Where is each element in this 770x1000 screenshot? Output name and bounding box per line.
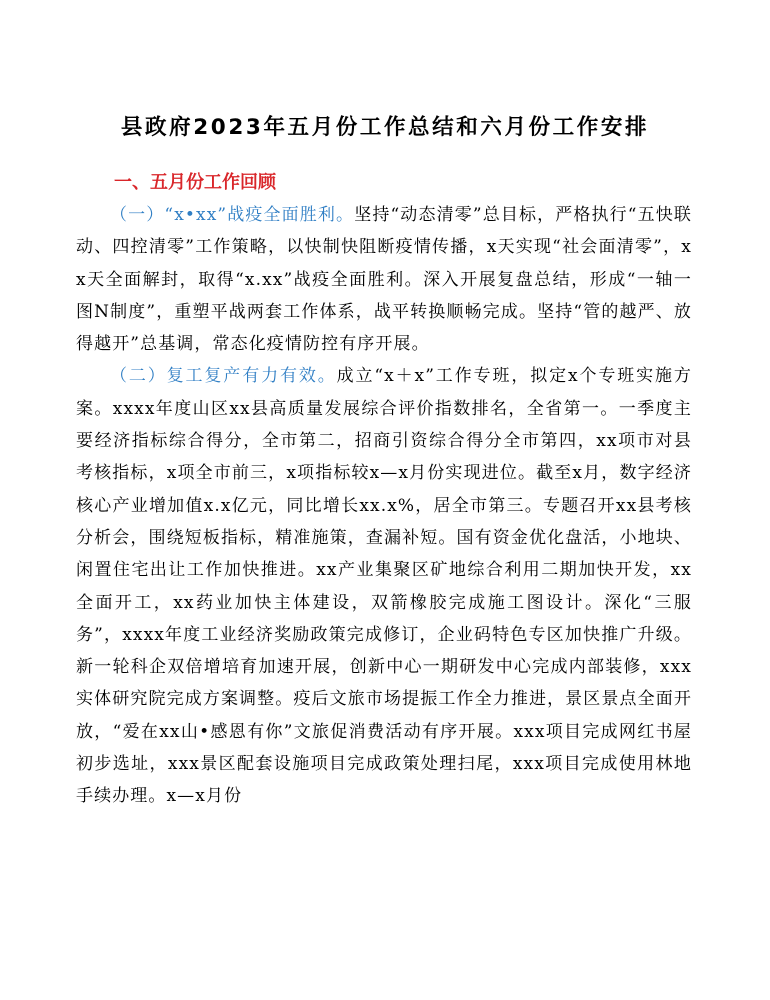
paragraph-text: 成立“x＋x”工作专班，拟定x个专班实施方案。xxxx年度山区xx县高质量发展综合评价指数排名，全省第一。一季度主要经济指标综合得分，全市第二，招商引资综合得分全市第四，xx项市对县考核指标，x项全市前三，x项指标较x—x月份实现进位。截至x月，数字经济核心产业增加值x.x亿元，同比增长xx.x%，居全市第三。专题召开xx县考核分析会，围绕短板指标，精准施策，查漏补短。国有资金优化盘活，小地块、闲置住宅出让工作加快推进。xx产业集聚区矿地综合利用二期加快开发，xx全面开工，xx药业加快主体建设，双箭橡胶完成施工图设计。深化“三服务”，xxxx年度工业经济奖励政策完成修订，企业码特色专区加快推广升级。新一轮科企双倍增培育加速开展，创新中心一期研发中心完成内部装修，xxx实体研究院完成方案调整。疫后文旅市场提振工作全力推进，景区景点全面开放，“爱在xx山•感恩有你”文旅促消费活动有序开展。xxx项目完成网红书屋初步选址，xxx景区配套设施项目完成政策处理扫尾，xxx项目完成使用林地手续办理。x—x月份: [76, 366, 692, 807]
section-heading-may-review: 一、五月份工作回顾: [114, 172, 276, 193]
paragraph-lead-heading: （一）“x•xx”战疫全面胜利。: [110, 205, 355, 225]
paragraph-text: 坚持“动态清零”总目标，严格执行“五快联动、四控清零”工作策略，以快制快阻断疫情传播，x天实现“社会面清零”，xx天全面解封，取得“x.xx”战疫全面胜利。深入开展复盘总结，形成“一轴一图N制度”，重塑平战两套工作体系，战平转换顺畅完成。坚持“管的越严、放得越开”总基调，常态化疫情防控有序开展。: [76, 205, 692, 355]
document-body: [76, 199, 692, 813]
paragraph-epidemic-victory: [76, 199, 692, 360]
paragraph-lead-heading: （二）复工复产有力有效。: [110, 366, 337, 387]
paragraph-work-resumption: [76, 360, 692, 812]
document-title: 县政府2023年五月份工作总结和六月份工作安排: [120, 115, 650, 140]
